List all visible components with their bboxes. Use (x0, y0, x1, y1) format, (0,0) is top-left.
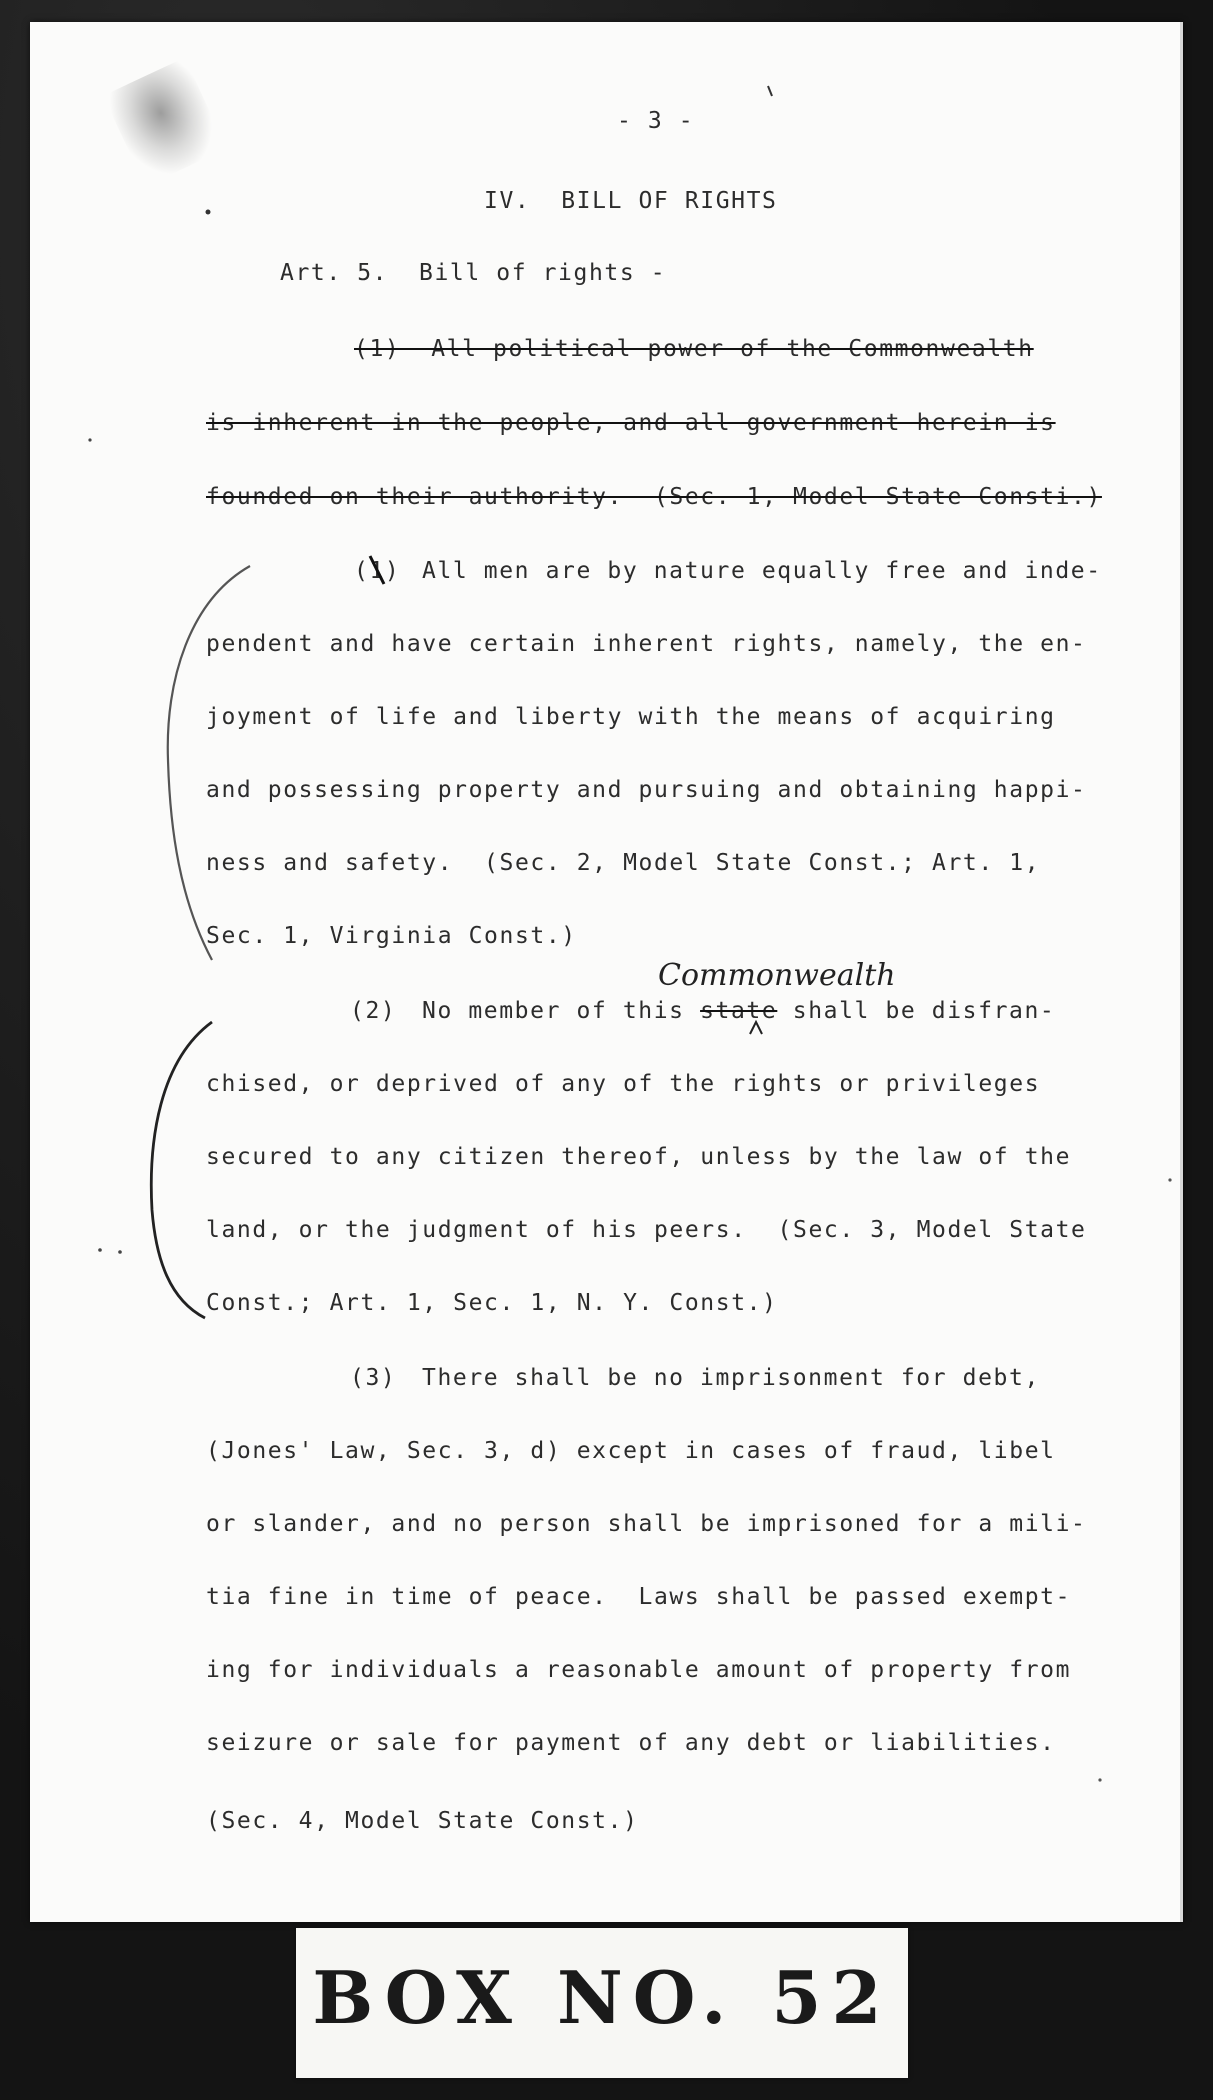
struck-line-2: is inherent in the people, and all government herein is (206, 410, 1056, 436)
para1-line-3: joyment of life and liberty with the means of acquiring (206, 704, 1056, 730)
box-label-text: BOX NO. 52 (312, 1955, 892, 2040)
para3-number: (3) (350, 1365, 397, 1391)
para2-number: (2) (350, 998, 397, 1024)
para2-line1-after: shall be disfran- (777, 998, 1056, 1024)
para2-line-5: Const.; Art. 1, Sec. 1, N. Y. Const.) (206, 1290, 778, 1316)
para1-line-4: and possessing property and pursuing and obtaining happi- (206, 777, 1087, 803)
struck-line-3: founded on their authority. (Sec. 1, Model State Consti.) (206, 484, 1102, 510)
struck-word-state: state (700, 998, 778, 1024)
article-heading: Art. 5. Bill of rights - (280, 260, 667, 286)
para2-line-1 (422, 1000, 1055, 1023)
struck-line-1: (1) All political power of the Commonwealth (354, 336, 1034, 362)
document-page (30, 22, 1183, 1922)
para2-line1-before: No member of this (422, 998, 701, 1024)
para3-line-1: There shall be no imprisonment for debt, (422, 1365, 1040, 1391)
section-heading: IV. BILL OF RIGHTS (484, 188, 778, 214)
para3-line-3: or slander, and no person shall be imprisoned for a mili- (206, 1511, 1087, 1537)
handwritten-commonwealth: Commonwealth (658, 958, 896, 993)
box-label (296, 1928, 908, 2078)
page-number: - 3 - (617, 108, 695, 134)
para2-line-3: secured to any citizen thereof, unless by the law of the (206, 1144, 1072, 1170)
para2-line-2: chised, or deprived of any of the rights or privileges (206, 1071, 1041, 1097)
para1-line-2: pendent and have certain inherent rights, namely, the en- (206, 631, 1087, 657)
para1-line-6: Sec. 1, Virginia Const.) (206, 923, 577, 949)
para3-line-7: (Sec. 4, Model State Const.) (206, 1808, 639, 1834)
para1-number: (1) (354, 558, 401, 584)
para3-line-5: ing for individuals a reasonable amount of property from (206, 1657, 1072, 1683)
para3-line-2: (Jones' Law, Sec. 3, d) except in cases of fraud, libel (206, 1438, 1056, 1464)
para1-line-1: All men are by nature equally free and inde- (422, 558, 1102, 584)
para1-line-5: ness and safety. (Sec. 2, Model State Const.; Art. 1, (206, 850, 1041, 876)
para3-line-6: seizure or sale for payment of any debt or liabilities. (206, 1730, 1056, 1756)
para3-line-4: tia fine in time of peace. Laws shall be passed exempt- (206, 1584, 1072, 1610)
para2-line-4: land, or the judgment of his peers. (Sec. 3, Model State (206, 1217, 1087, 1243)
ink-smudge (103, 58, 227, 187)
